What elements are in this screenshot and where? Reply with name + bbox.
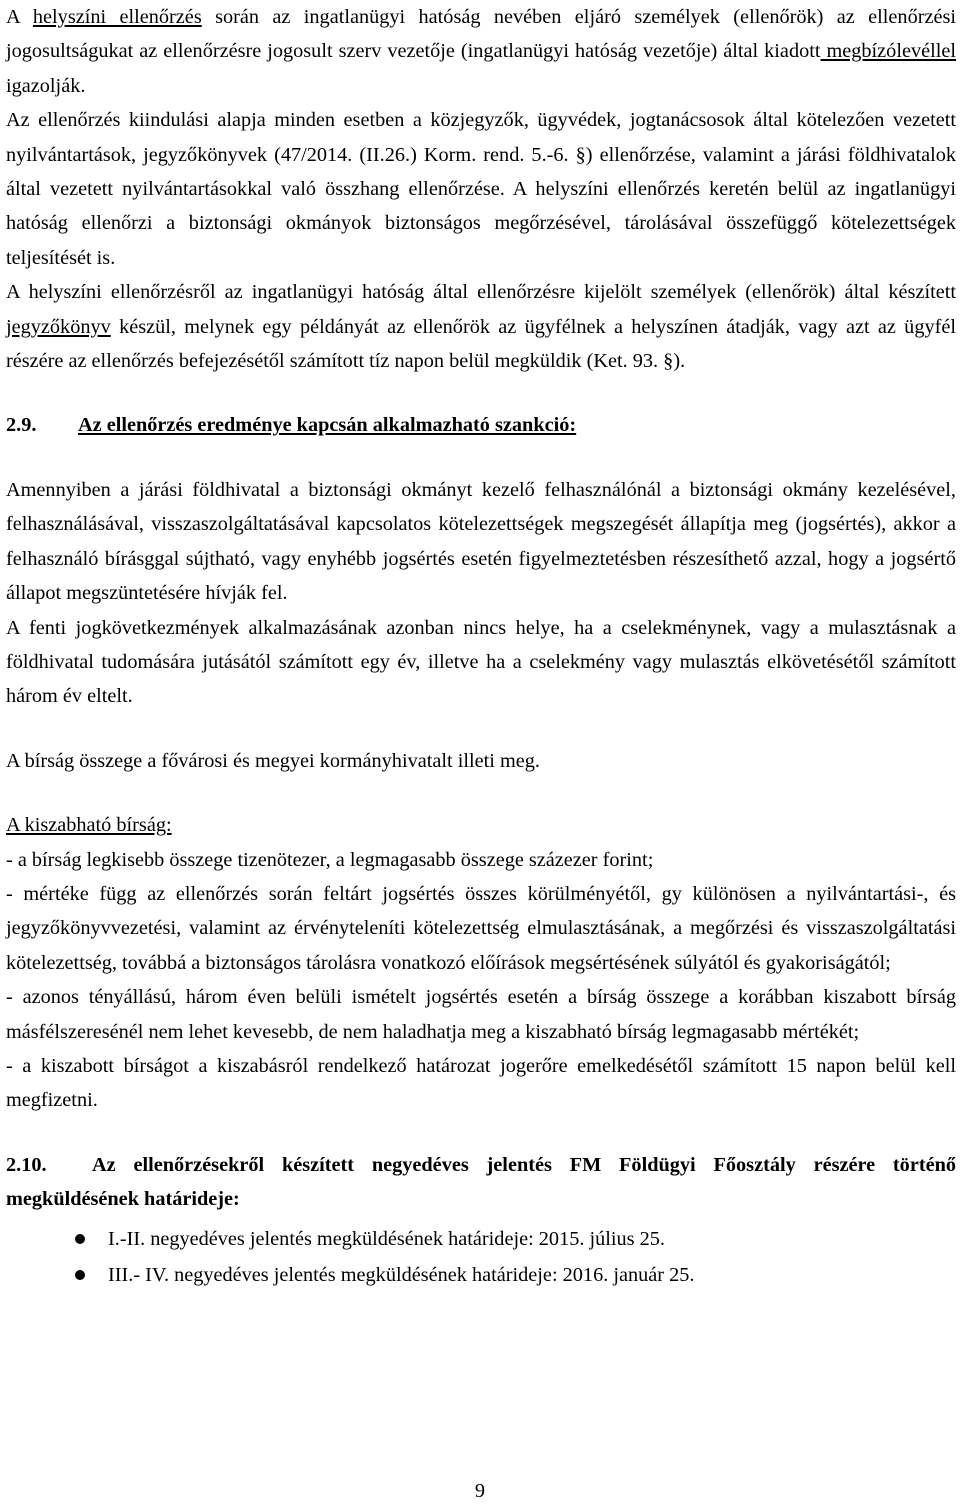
deadline-text: III.- IV. negyedéves jelentés megküldésének határideje: 2016. január 25. <box>108 1263 695 1286</box>
list-item <box>6 1221 956 1257</box>
text-segment: készül, melynek egy példányát az ellenőrök az ügyfélnek a helyszínen átadják, vagy azt az ügyfél részére az ellenőrzés befejezésétől számított tíz napon belül megküldik (Ket. 93. §). <box>6 315 956 373</box>
text-segment: A helyszíni ellenőrzésről az ingatlanügyi hatóság által ellenőrzésre kijelölt személyek (ellenőrök) által készített <box>6 281 956 304</box>
section-number: 2.9. <box>6 414 37 437</box>
text-segment: igazolják. <box>6 74 86 97</box>
fine-item: - mértéke függ az ellenőrzés során feltárt jogsértés összes körülményétől, gy különösen a nyilvántartási-, és jegyzőkönyvvezetési, valamint az érvényteleníti kötelezettség elmulasztásának, a megőrzési és visszaszolgáltatási kötelezettség, továbbá a biztonságos tárolásra vonatkozó előírások megsértésének súlyától és gyakoriságától; <box>6 882 956 974</box>
section-heading-2-9 <box>6 408 956 442</box>
section-title: Az ellenőrzés eredménye kapcsán alkalmazható szankció: <box>78 414 577 437</box>
deadline-list <box>6 1221 956 1293</box>
fine-item: - a kiszabott bírságot a kiszabásról rendelkező határozat jogerőre emelkedésétől számított 15 napon belül kell megfizetni. <box>6 1054 956 1112</box>
page-number: 9 <box>474 1480 486 1502</box>
text-segment: során az ingatlanügyi hatóság nevében eljáró személyek (ellenőrök) az ellenőrzési jogosultságukat az ellenőrzésre jogosult szerv vezetője (ingatlanügyi hatóság vezetője) által kiadott <box>6 6 956 63</box>
deadline-text: I.-II. negyedéves jelentés megküldésének határideje: 2015. július 25. <box>108 1227 665 1250</box>
fine-item: - a bírság legkisebb összege tizenötezer, a legmagasabb összege százezer forint; <box>6 848 654 871</box>
term-link-helyszini-ellenorzes[interactable]: helyszíni ellenőrzés <box>32 6 202 28</box>
fine-heading <box>6 808 956 842</box>
fine-heading-text: A kiszabható bírság: <box>6 814 172 837</box>
paragraph-sanction: Amennyiben a járási földhivatal a biztonsági okmányt kezelő felhasználónál a biztonsági okmány kezelésével, felhasználásával, visszaszolgáltatásával kapcsolatos kötelezettségek megszegését állapítja meg (jogsértés), akkor a felhasználó bírásggal sújtható, vagy enyhébb jogsértés esetén figyelmeztetésben részesíthető azzal, hogy a jogsértő állapot megszüntetésére hívják fel. <box>6 478 956 605</box>
section-title: Az ellenőrzésekről készített negyedéves jelentés FM Földügyi Főosztály részére történő megküldésének határideje: <box>6 1153 956 1211</box>
paragraph-inspection-intro <box>6 0 956 103</box>
bullet-icon <box>75 1234 85 1244</box>
text-segment: A <box>6 6 33 28</box>
fine-item: - azonos tényállású, három éven belüli ismételt jogsértés esetén a bírság összege a korábban kiszabott bírság másfélszeresénél nem lehet kevesebb, de nem haladhatja meg a kiszabható bírság legmagasabb mértékét; <box>6 986 956 1043</box>
paragraph-inspection-report <box>6 275 956 378</box>
paragraph-inspection-basis: Az ellenőrzés kiindulási alapja minden esetben a közjegyzők, ügyvédek, jogtanácsosok által kötelezően vezetett nyilvántartások, jegyzőkönyvek (47/2014. (II.26.) Korm. rend. 5.-6. §) ellenőrzése, valamint a járási földhivatalok által vezetett nyilvántartásokkal való összhang ellenőrzése. A helyszíni ellenőrzés keretén belül az ingatlanügyi hatóság ellenőrzi a biztonsági okmányok biztonságos megőrzésével, tárolásával összefüggő kötelezettségek teljesítését is. <box>6 109 956 269</box>
section-heading-2-10 <box>6 1148 956 1217</box>
term-link-megbizolevel[interactable]: megbízólevéllel <box>820 40 957 63</box>
bullet-icon <box>75 1270 85 1280</box>
term-link-jegyzokonyv[interactable]: jegyzőkönyv <box>6 315 111 338</box>
paragraph-limitation: A fenti jogkövetkezmények alkalmazásának azonban nincs helye, ha a cselekménynek, vagy a mulasztásnak a földhivatal tudomására jutásától számított egy év, illetve ha a cselekmény vagy mulasztás elkövetésétől számított három év eltelt. <box>6 616 956 708</box>
list-item <box>6 1257 956 1293</box>
section-number: 2.10. <box>6 1153 47 1176</box>
document-page <box>6 0 956 1293</box>
paragraph-fine-beneficiary: A bírság összege a fővárosi és megyei kormányhivatalt illeti meg. <box>6 749 540 772</box>
